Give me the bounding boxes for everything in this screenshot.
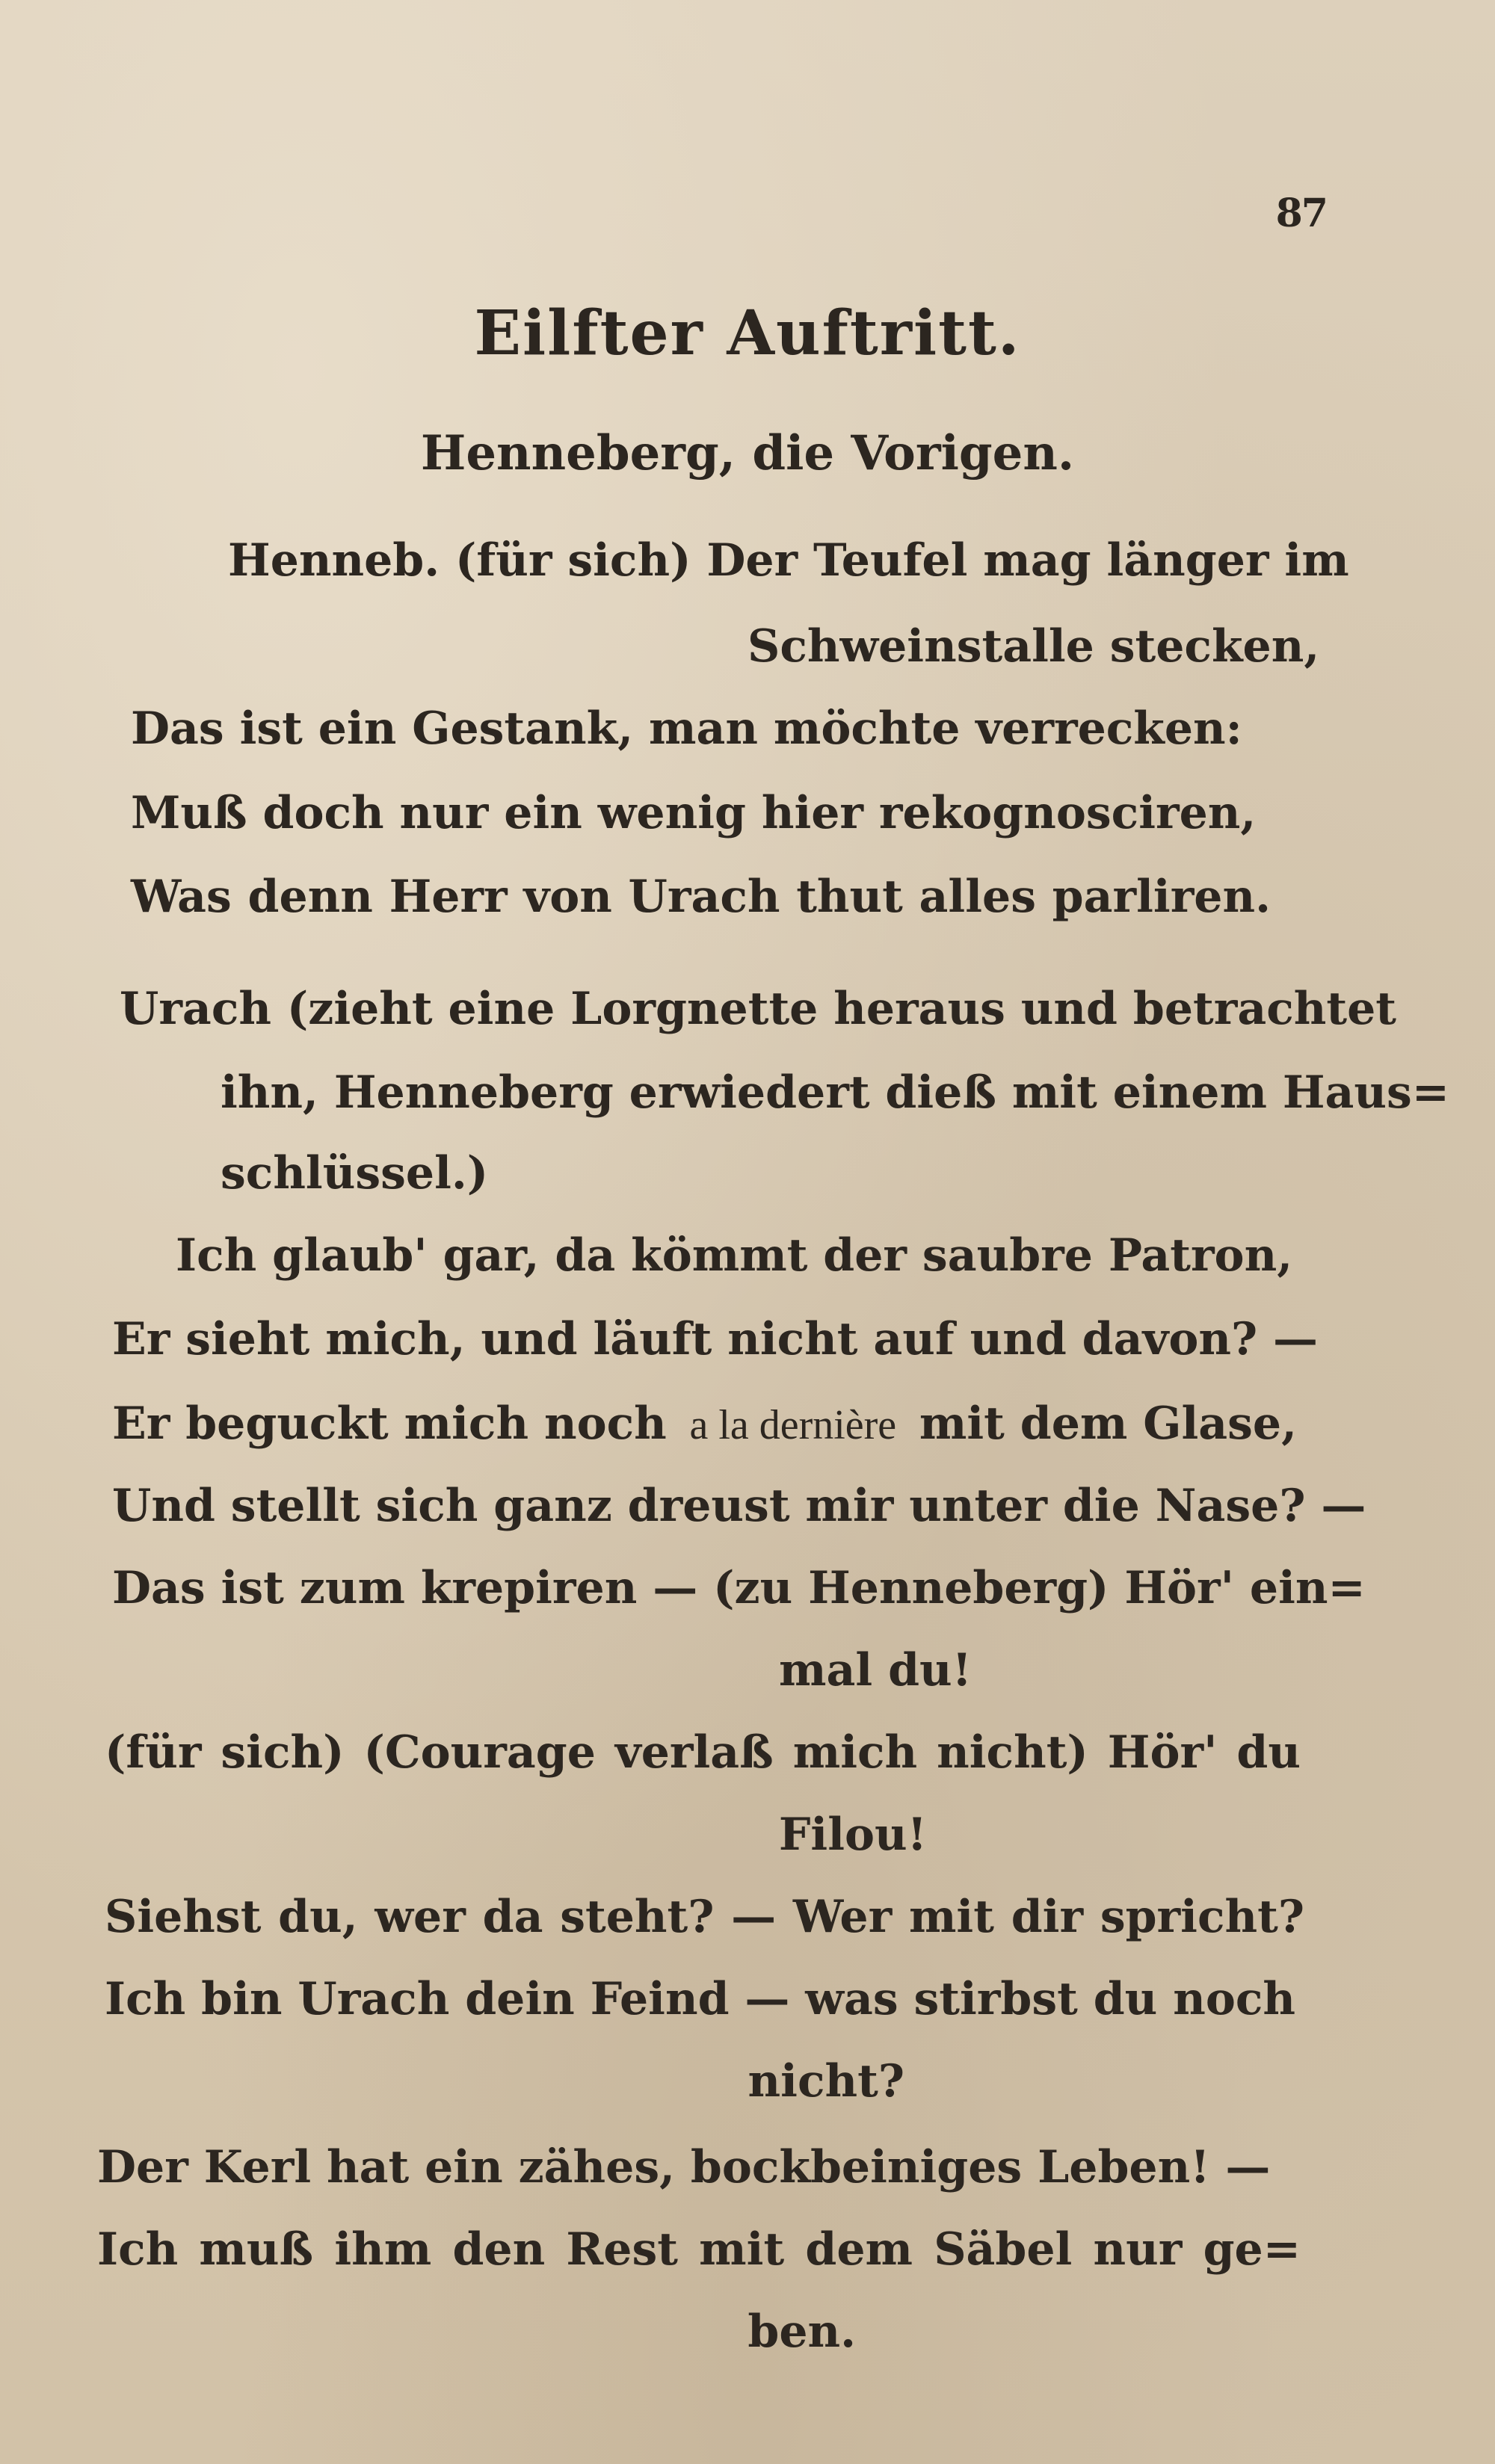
text-line-13: Das ist zum krepiren — (zu Henneberg) Hör' ein= — [112, 1562, 1366, 1614]
text-line-5: Was denn Herr von Urach thut alles parliren. — [131, 871, 1271, 923]
text-line-14: mal du! — [779, 1644, 972, 1696]
cast-line: Henneberg, die Vorigen. — [420, 425, 1075, 481]
text-line-19: nicht? — [748, 2055, 904, 2108]
text-line-4: Muß doch nur ein wenig hier rekognosciren, — [131, 787, 1257, 839]
text-line-20: Der Kerl hat ein zähes, bockbeiniges Leben! — — [97, 2141, 1271, 2193]
text-line-8: schlüssel.) — [221, 1147, 489, 1199]
text-line-1: Henneb. (für sich) Der Teufel mag länger im — [228, 534, 1349, 587]
text-line-21: Ich muß ihm den Rest mit dem Säbel nur ge= — [97, 2223, 1301, 2276]
text-line-17: Siehst du, wer da steht? — Wer mit dir spricht? — [105, 1891, 1304, 1943]
text-line-9: Ich glaub' gar, da kömmt der saubre Patron, — [176, 1229, 1293, 1282]
scene-heading: Eilfter Auftritt. — [474, 297, 1021, 369]
text-line-10: Er sieht mich, und läuft nicht auf und davon? — — [112, 1313, 1319, 1365]
text-line-11-part-2: mit dem Glase, — [919, 1398, 1297, 1450]
text-line-7: ihn, Henneberg erwiedert dieß mit einem Haus= — [221, 1066, 1450, 1119]
text-line-11-latin: a la dernière — [689, 1402, 897, 1448]
text-line-22: ben. — [748, 2306, 856, 2358]
text-line-16: Filou! — [778, 1809, 927, 1861]
text-line-12: Und stellt sich ganz dreust mir unter die Nase? — — [112, 1480, 1366, 1532]
text-line-3: Das ist ein Gestank, man möchte verrecken: — [131, 703, 1242, 755]
text-line-18: Ich bin Urach dein Feind — was stirbst du noch — [105, 1973, 1295, 2025]
text-line-11 — [112, 1398, 1297, 1450]
text-line-15: (für sich) (Courage verlaß mich nicht) Hör' du — [105, 1726, 1301, 1779]
text-line-2: Schweinstalle stecken, — [748, 620, 1320, 673]
text-line-6: Urach (zieht eine Lorgnette heraus und betrachtet — [120, 983, 1396, 1035]
text-line-11-part-1: Er beguckt mich noch — [112, 1398, 667, 1450]
page-number: 87 — [1275, 191, 1327, 236]
